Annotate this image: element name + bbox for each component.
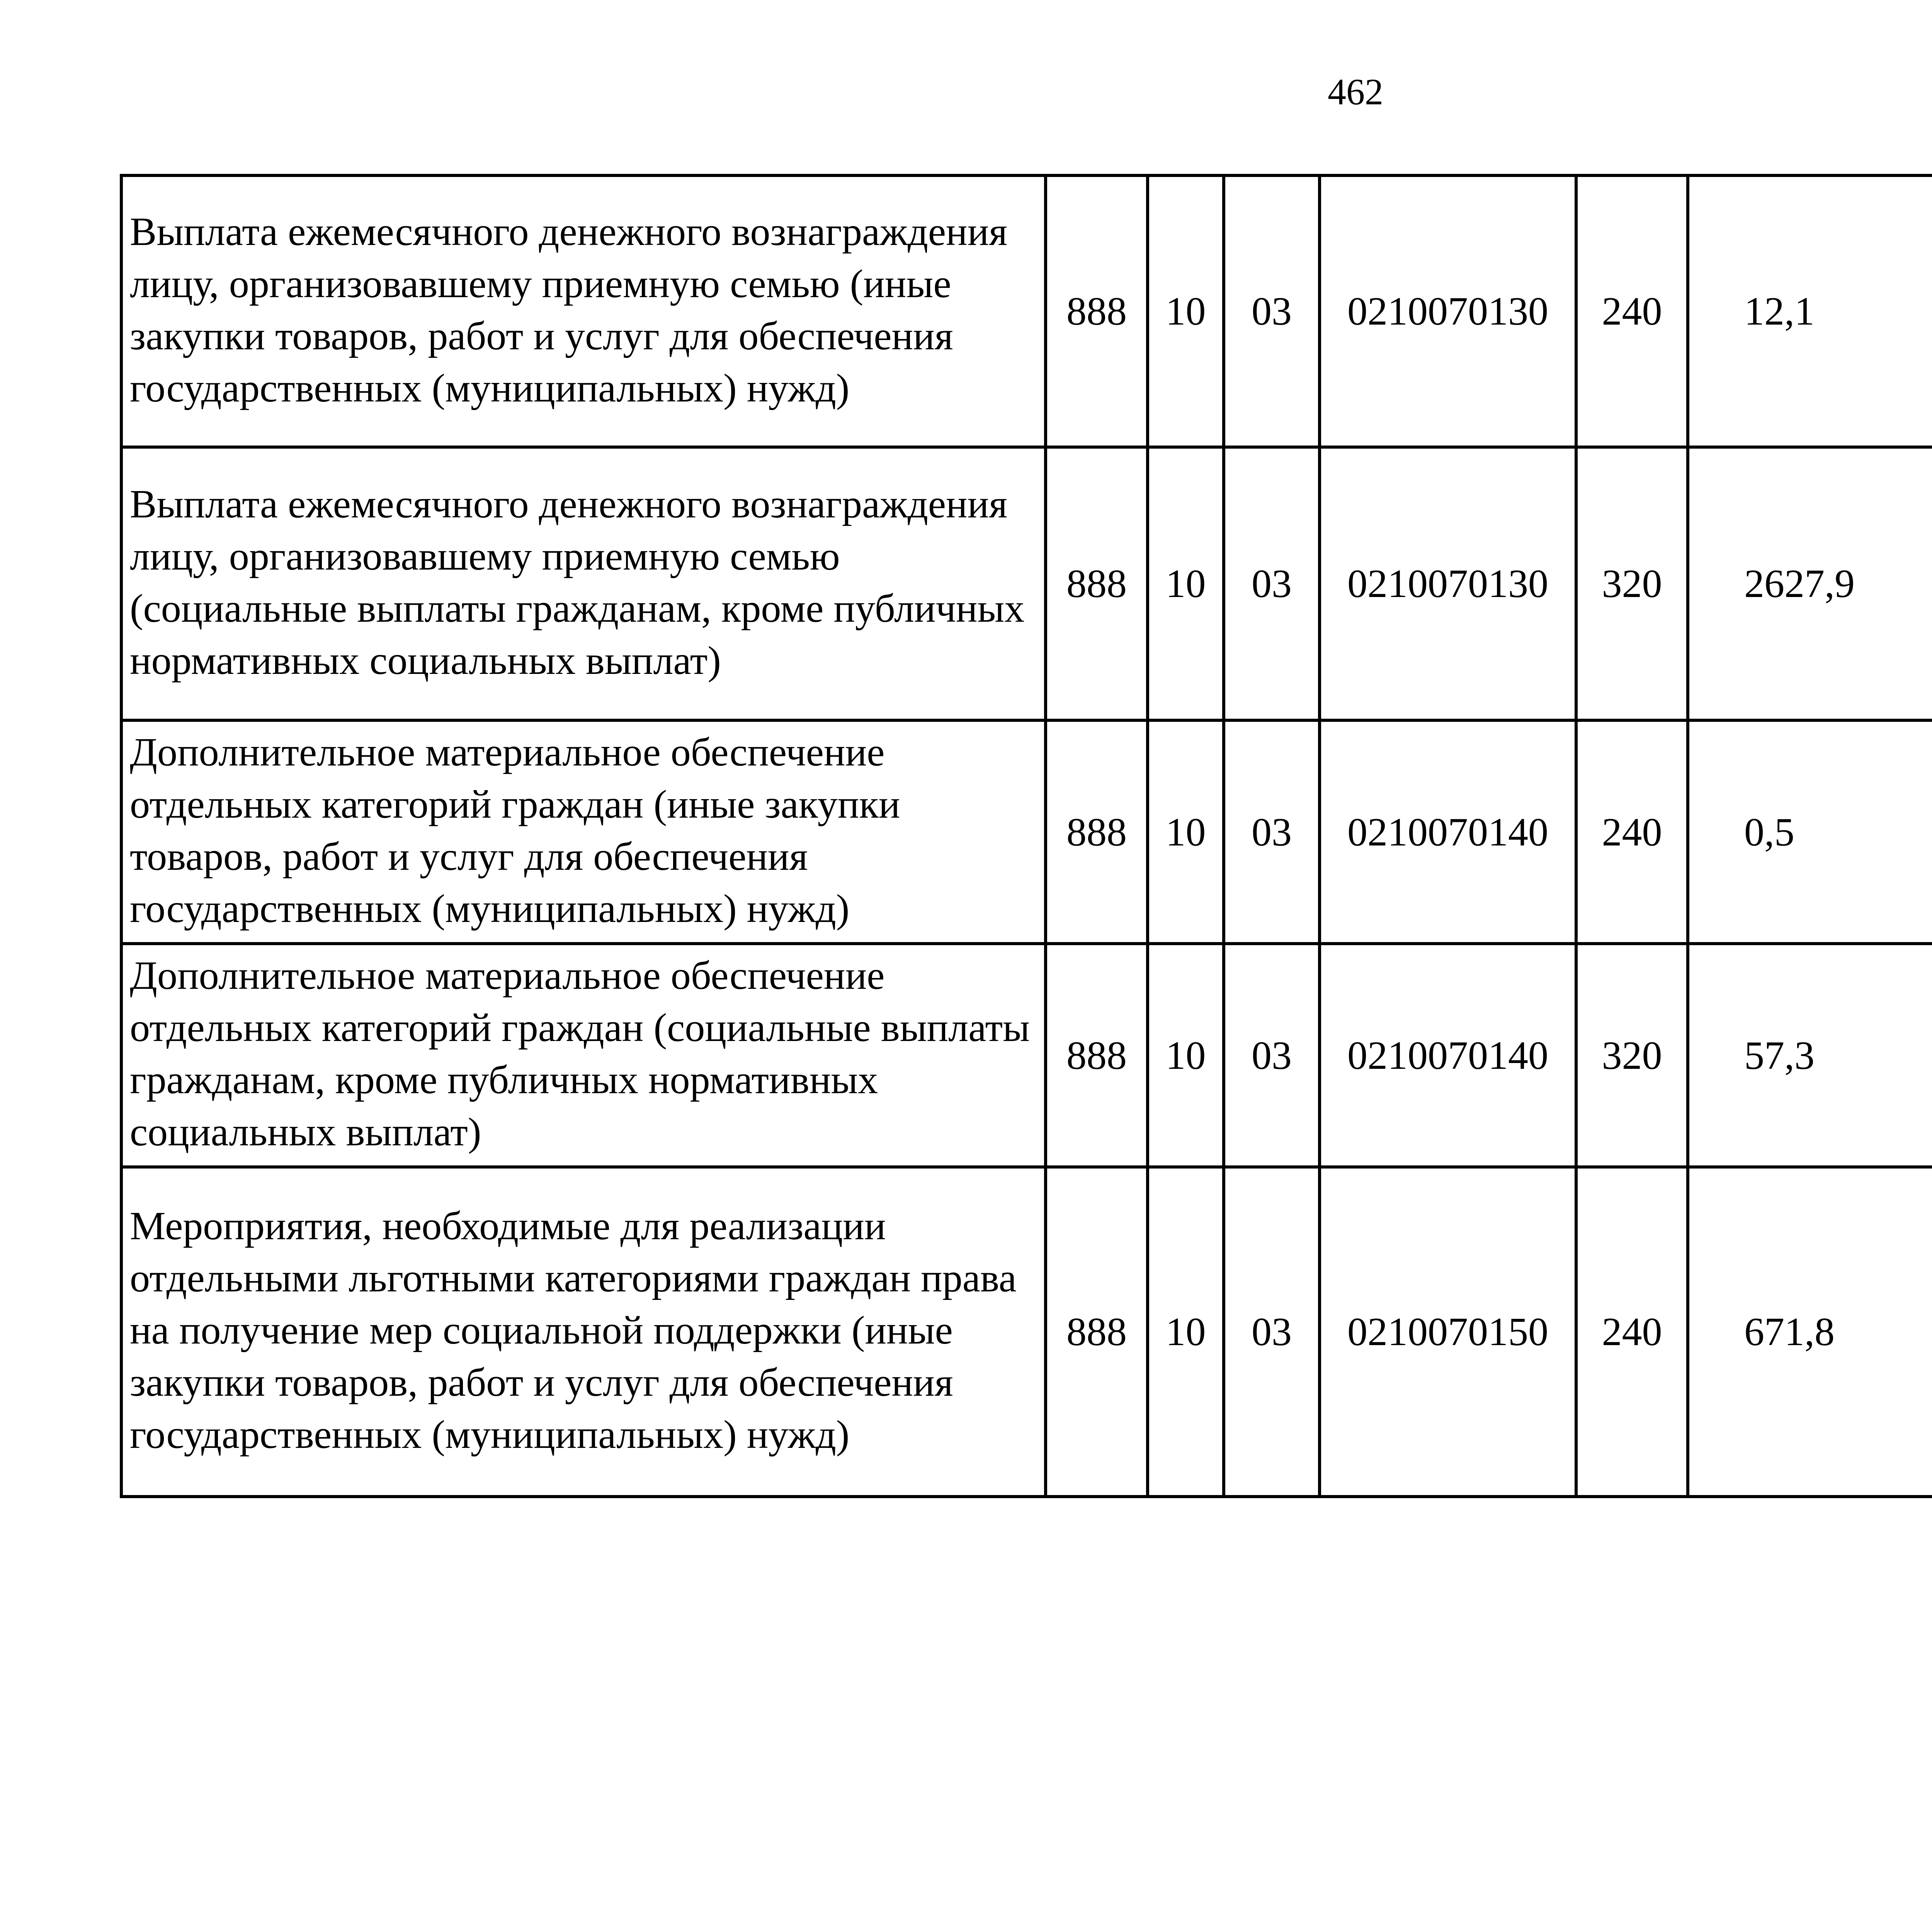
target-article-code: 0210070130 bbox=[1320, 447, 1576, 720]
budget-table bbox=[120, 174, 1932, 1498]
target-article-code: 0210070140 bbox=[1320, 944, 1576, 1167]
table-row bbox=[121, 720, 1932, 944]
subsection-code: 03 bbox=[1224, 720, 1320, 944]
ministry-code: 888 bbox=[1046, 720, 1148, 944]
page-number: 462 bbox=[1328, 71, 1383, 112]
expense-type-code: 240 bbox=[1576, 175, 1688, 447]
expense-type-code: 240 bbox=[1576, 720, 1688, 944]
row-description: Выплата ежемесячного денежного вознаграждения лицу, организовавшему приемную семью (иные закупки товаров, работ и услуг для обеспечения государственных (муниципальных) нужд) bbox=[121, 175, 1046, 447]
section-code: 10 bbox=[1148, 447, 1224, 720]
section-code: 10 bbox=[1148, 1167, 1224, 1497]
ministry-code: 888 bbox=[1046, 447, 1148, 720]
subsection-code: 03 bbox=[1224, 175, 1320, 447]
subsection-code: 03 bbox=[1224, 944, 1320, 1167]
table-row bbox=[121, 944, 1932, 1167]
amount-1: 671,8 bbox=[1688, 1167, 1932, 1497]
row-description: Мероприятия, необходимые для реализации отдельными льготными категориями граждан права на получение мер социальной поддержки (иные закупки товаров, работ и услуг для обеспечения государственных (муниципальных) нужд) bbox=[121, 1167, 1046, 1497]
amount-1: 2627,9 bbox=[1688, 447, 1932, 720]
section-code: 10 bbox=[1148, 944, 1224, 1167]
subsection-code: 03 bbox=[1224, 1167, 1320, 1497]
expense-type-code: 320 bbox=[1576, 944, 1688, 1167]
row-description: Дополнительное материальное обеспечение отдельных категорий граждан (социальные выплаты гражданам, кроме публичных нормативных социальных выплат) bbox=[121, 944, 1046, 1167]
amount-1: 57,3 bbox=[1688, 944, 1932, 1167]
expense-type-code: 240 bbox=[1576, 1167, 1688, 1497]
target-article-code: 0210070130 bbox=[1320, 175, 1576, 447]
amount-1: 0,5 bbox=[1688, 720, 1932, 944]
subsection-code: 03 bbox=[1224, 447, 1320, 720]
row-description: Дополнительное материальное обеспечение отдельных категорий граждан (иные закупки товаров, работ и услуг для обеспечения государственных (муниципальных) нужд) bbox=[121, 720, 1046, 944]
section-code: 10 bbox=[1148, 720, 1224, 944]
ministry-code: 888 bbox=[1046, 175, 1148, 447]
expense-type-code: 320 bbox=[1576, 447, 1688, 720]
target-article-code: 0210070140 bbox=[1320, 720, 1576, 944]
amount-1: 12,1 bbox=[1688, 175, 1932, 447]
row-description: Выплата ежемесячного денежного вознаграждения лицу, организовавшему приемную семью (социальные выплаты гражданам, кроме публичных нормативных социальных выплат) bbox=[121, 447, 1046, 720]
table-row bbox=[121, 447, 1932, 720]
ministry-code: 888 bbox=[1046, 1167, 1148, 1497]
table-row bbox=[121, 1167, 1932, 1497]
ministry-code: 888 bbox=[1046, 944, 1148, 1167]
section-code: 10 bbox=[1148, 175, 1224, 447]
table-row bbox=[121, 175, 1932, 447]
target-article-code: 0210070150 bbox=[1320, 1167, 1576, 1497]
